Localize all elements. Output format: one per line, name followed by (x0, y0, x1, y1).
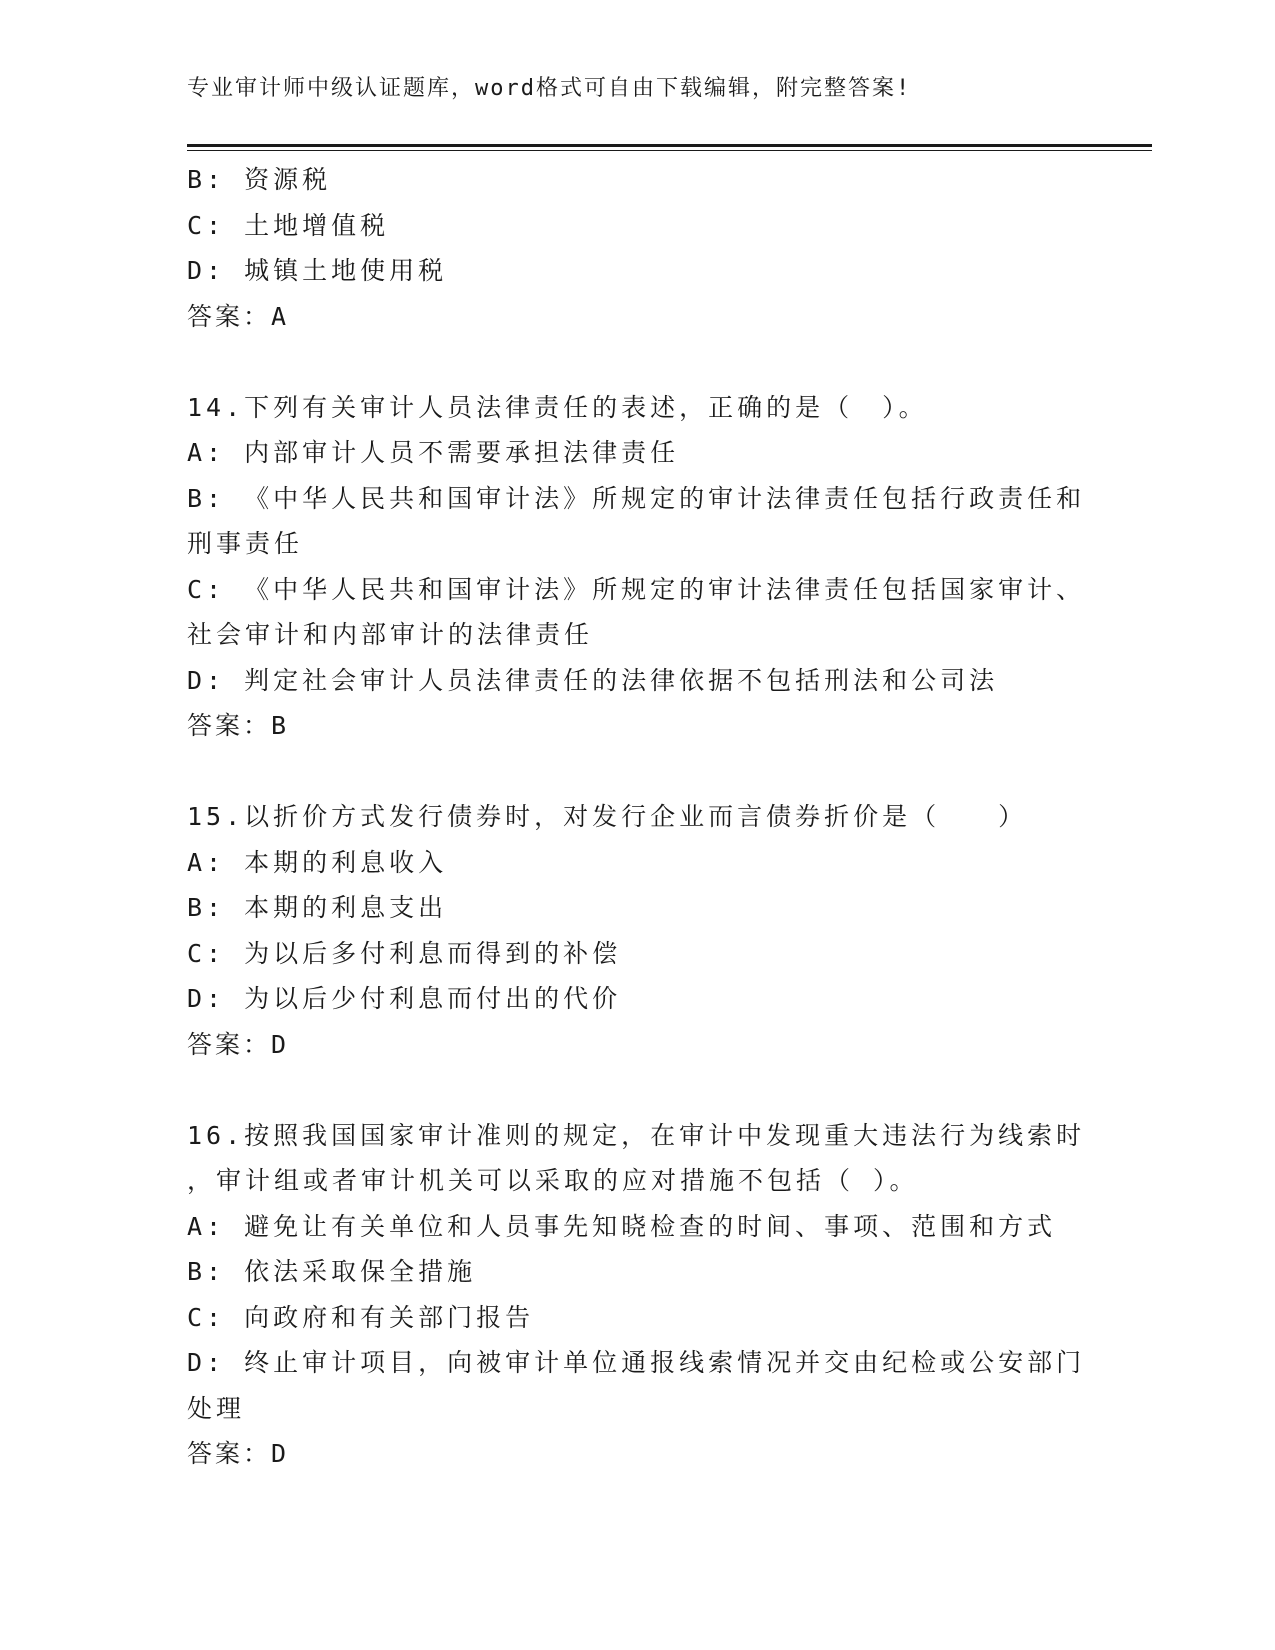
option-line: 刑事责任 (187, 529, 304, 558)
option-line: C: 为以后多付利息而得到的补偿 (187, 938, 622, 968)
answer-line: 答案：D (187, 1439, 290, 1468)
option-line: B: 依法采取保全措施 (187, 1257, 477, 1286)
option-line: D: 为以后少付利息而付出的代价 (187, 984, 622, 1013)
option-line: D: 终止审计项目，向被审计单位通报线索情况并交由纪检或公安部门 (187, 1348, 1086, 1377)
option-line: 社会审计和内部审计的法律责任 (187, 620, 594, 649)
spacer (187, 339, 1087, 385)
question-16 (187, 1113, 1087, 1477)
page-header: 专业审计师中级认证题库，word格式可自由下载编辑，附完整答案! (187, 76, 912, 101)
answer-line: 答案：B (187, 711, 290, 740)
option-line: B: 资源税 (187, 165, 332, 194)
option-line: C: 《中华人民共和国审计法》所规定的审计法律责任包括国家审计、 (187, 574, 1086, 604)
option-line: B: 《中华人民共和国审计法》所规定的审计法律责任包括行政责任和 (187, 483, 1086, 513)
question-14 (187, 385, 1087, 749)
answer-line: 答案：D (187, 1029, 290, 1059)
option-line: D: 判定社会审计人员法律责任的法律依据不包括刑法和公司法 (187, 665, 999, 695)
question-stem: ，审计组或者审计机关可以采取的应对措施不包括（ ）。 (187, 1166, 919, 1195)
question-stem: 16.按照我国国家审计准则的规定，在审计中发现重大违法行为线索时 (187, 1120, 1086, 1150)
option-line: C: 向政府和有关部门报告 (187, 1302, 535, 1332)
question-stem: 14.下列有关审计人员法律责任的表述，正确的是（ ）。 (187, 392, 928, 422)
option-line: D: 城镇土地使用税 (187, 256, 448, 285)
option-line: A: 避免让有关单位和人员事先知晓检查的时间、事项、范围和方式 (187, 1211, 1057, 1241)
question-content (187, 157, 1087, 1477)
option-line: A: 内部审计人员不需要承担法律责任 (187, 438, 680, 467)
option-line: A: 本期的利息收入 (187, 847, 448, 877)
spacer (187, 1067, 1087, 1113)
answer-line: 答案：A (187, 301, 290, 331)
option-line: 处理 (187, 1393, 246, 1423)
header-divider (187, 144, 1152, 151)
question-15 (187, 794, 1087, 1067)
prev-question-tail (187, 157, 1087, 339)
option-line: C: 土地增值税 (187, 210, 390, 240)
spacer (187, 749, 1087, 795)
option-line: B: 本期的利息支出 (187, 893, 448, 922)
question-stem: 15.以折价方式发行债券时，对发行企业而言债券折价是（ ） (187, 802, 1028, 831)
